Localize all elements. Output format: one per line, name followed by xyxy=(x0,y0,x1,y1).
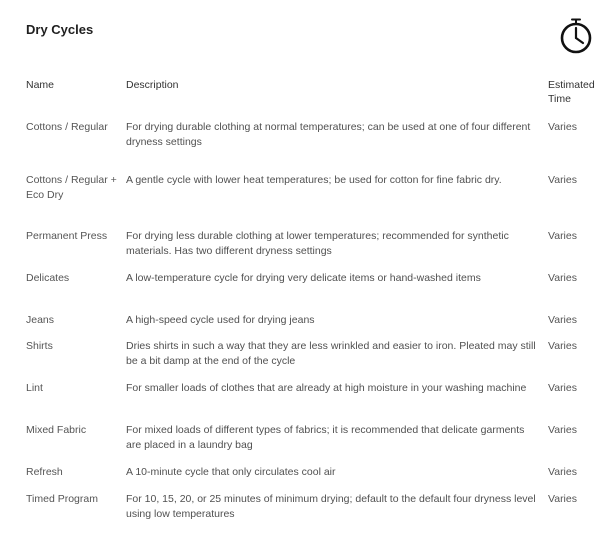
row-time: Varies xyxy=(548,314,577,326)
row-name: Jeans xyxy=(26,314,55,326)
row-description: A 10-minute cycle that only circulates cool air xyxy=(126,466,336,478)
row-description: For smaller loads of clothes that are already at high moisture in your washing machine xyxy=(126,382,527,394)
row-description: For mixed loads of different types of fabrics; it is recommended that delicate garments are placed in a laundry bag xyxy=(126,424,525,451)
clock-icon xyxy=(558,16,594,54)
row-name: Delicates xyxy=(26,272,70,284)
dry-cycles-table xyxy=(26,78,600,524)
row-description: Dries shirts in such a way that they are less wrinkled and easier to iron. Pleated may still be a bit damp at the end of the cycle xyxy=(126,340,536,367)
row-name: Lint xyxy=(26,382,43,394)
row-time: Varies xyxy=(548,466,577,478)
row-description: For drying less durable clothing at lower temperatures; recommended for synthetic materials. Has two different dryness settings xyxy=(126,230,509,257)
table-row xyxy=(26,339,600,381)
row-description: A low-temperature cycle for drying very delicate items or hand-washed items xyxy=(126,272,481,284)
row-time: Varies xyxy=(548,174,577,186)
row-time: Varies xyxy=(548,121,577,133)
row-description: A high-speed cycle used for drying jeans xyxy=(126,314,315,326)
row-time: Varies xyxy=(548,493,577,505)
table-row xyxy=(26,381,600,423)
table-header xyxy=(26,78,600,106)
row-name: Shirts xyxy=(26,340,53,352)
row-name: Cottons / Regular xyxy=(26,121,108,133)
header-description: Description xyxy=(126,79,179,91)
table-row xyxy=(26,492,600,524)
header-name: Name xyxy=(26,79,55,91)
row-name: Cottons / Regular + Eco Dry xyxy=(26,174,117,201)
row-name: Mixed Fabric xyxy=(26,424,87,436)
row-time: Varies xyxy=(548,382,577,394)
table-row xyxy=(26,465,600,492)
row-time: Varies xyxy=(548,230,577,242)
row-time: Varies xyxy=(548,424,577,436)
table-row xyxy=(26,120,600,173)
table-row xyxy=(26,271,600,313)
table-row xyxy=(26,313,600,339)
table-row xyxy=(26,423,600,465)
page-title: Dry Cycles xyxy=(26,22,94,37)
header-time: Estimated Time xyxy=(548,79,595,105)
row-name: Timed Program xyxy=(26,493,98,505)
row-time: Varies xyxy=(548,340,577,352)
table-row xyxy=(26,173,600,229)
table-row xyxy=(26,229,600,271)
row-description: A gentle cycle with lower heat temperatures; be used for cotton for fine fabric dry. xyxy=(126,174,502,186)
row-name: Refresh xyxy=(26,466,63,478)
row-description: For 10, 15, 20, or 25 minutes of minimum drying; default to the default four dryness level using low temperatures xyxy=(126,493,536,520)
row-name: Permanent Press xyxy=(26,230,108,242)
row-description: For drying durable clothing at normal temperatures; can be used at one of four different dryness settings xyxy=(126,121,531,148)
row-time: Varies xyxy=(548,272,577,284)
